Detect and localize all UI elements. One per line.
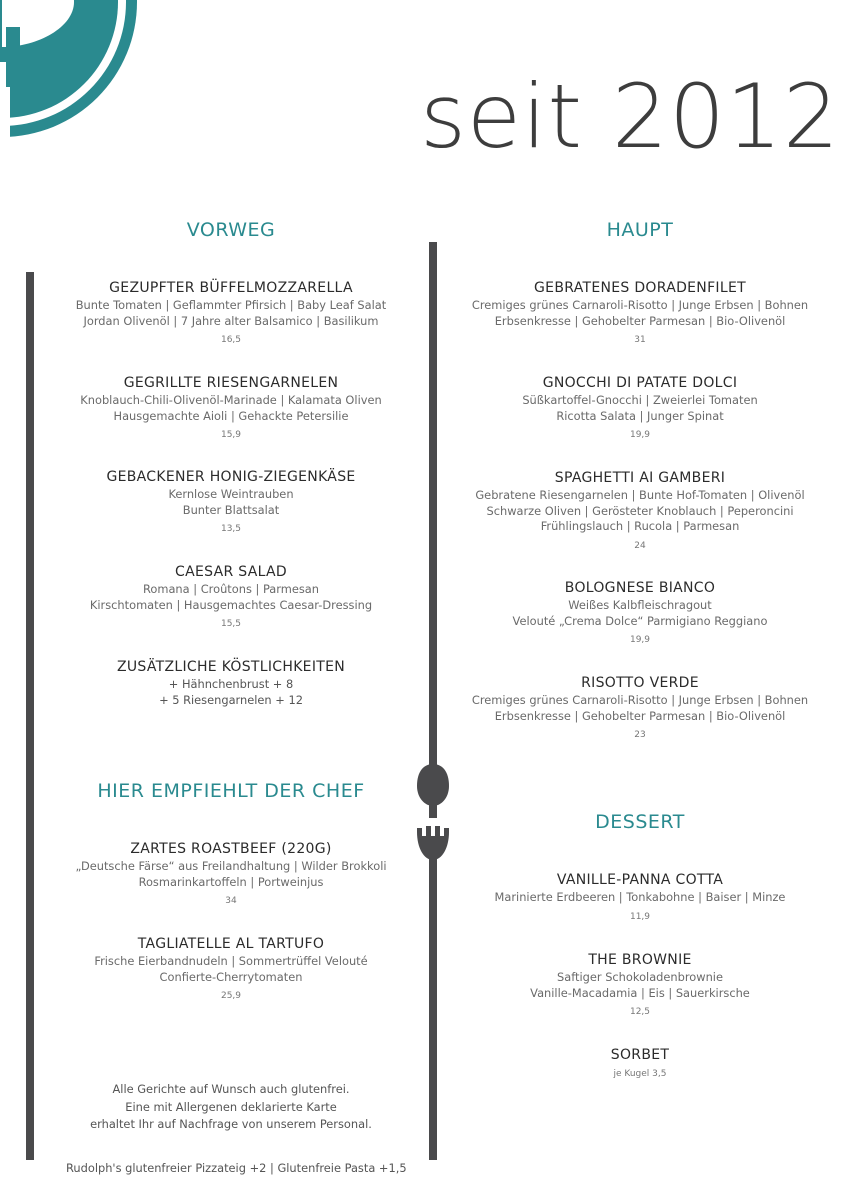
item-price: 15,5 — [220, 619, 242, 629]
menu-item — [436, 468, 844, 552]
item-name: CAESAR SALAD — [175, 564, 287, 580]
item-desc: Kernlose Weintrauben — [168, 487, 294, 501]
item-desc: Bunter Blattsalat — [182, 502, 280, 517]
item-desc: Cremiges grünes Carnaroli-Risotto | Junge Erbsen | Bohnen — [471, 693, 809, 707]
item-name: TAGLIATELLE AL TARTUFO — [137, 936, 325, 952]
item-name: GEBRATENES DORADENFILET — [534, 280, 746, 296]
notice-line: Eine mit Allergenen deklarierte Karte — [125, 1099, 337, 1114]
item-desc: Cremiges grünes Carnaroli-Risotto | Junge Erbsen | Bohnen — [471, 298, 809, 312]
item-price: 19,9 — [629, 635, 651, 645]
extras-line: + Hähnchenbrust + 8 — [168, 677, 294, 691]
item-price: 24 — [634, 540, 646, 551]
item-desc: Frühlingslauch | Rucola | Parmesan — [540, 519, 740, 533]
item-desc: Gebratene Riesengarnelen | Bunte Hof-Tomaten | Olivenöl — [475, 488, 805, 502]
item-desc: Frische Eierbandnudeln | Sommertrüffel Velouté — [94, 954, 368, 968]
section-title-chef: HIER EMPFIEHLT DER CHEF — [97, 780, 365, 802]
item-price: 25,9 — [220, 991, 242, 1001]
item-price: 13,5 — [220, 524, 242, 534]
extras-line: + 5 Riesengarnelen + 12 — [159, 692, 303, 707]
item-desc: Ricotta Salata | Junger Spinat — [556, 408, 724, 423]
item-desc: Romana | Croûtons | Parmesan — [142, 582, 320, 596]
notice-line: erhaltet Ihr auf Nachfrage von unserem Personal. — [90, 1117, 372, 1131]
item-desc: Weißes Kalbfleischragout — [568, 598, 712, 612]
menu-item — [30, 373, 432, 441]
section-title-dessert: DESSERT — [595, 811, 685, 833]
item-name: VANILLE-PANNA COTTA — [556, 872, 724, 888]
item-desc: Bunte Tomaten | Geflammter Pfirsich | Baby Leaf Salat — [75, 298, 387, 312]
item-name: BOLOGNESE BIANCO — [564, 580, 716, 596]
item-name: ZARTES ROASTBEEF (220G) — [130, 841, 332, 857]
menu-item — [436, 373, 844, 441]
item-price: 16,5 — [220, 335, 242, 345]
section-title-haupt: HAUPT — [606, 219, 674, 241]
item-desc: „Deutsche Färse“ aus Freilandhaltung | Wilder Brokkoli — [75, 859, 387, 873]
item-price: 11,9 — [629, 911, 651, 922]
allergen-notice — [30, 1081, 432, 1134]
item-name: SORBET — [610, 1047, 670, 1063]
menu-item — [436, 1045, 844, 1080]
item-price: 15,9 — [220, 430, 242, 440]
item-desc: Knoblauch-Chili-Olivenöl-Marinade | Kalamata Oliven — [80, 393, 382, 407]
item-name: THE BROWNIE — [588, 952, 692, 968]
item-price: 19,9 — [629, 430, 651, 440]
menu-item — [436, 870, 844, 923]
menu-item — [30, 839, 432, 907]
item-desc: Marinierte Erdbeeren | Tonkabohne | Baiser | Minze — [494, 890, 786, 904]
item-price: 31 — [634, 335, 646, 345]
item-price: 12,5 — [629, 1007, 651, 1017]
item-desc: Schwarze Oliven | Gerösteter Knoblauch | Peperoncini — [486, 503, 794, 518]
menu-item — [30, 278, 432, 346]
item-desc: Vanille-Macadamia | Eis | Sauerkirsche — [530, 985, 750, 1000]
item-name: RISOTTO VERDE — [581, 675, 699, 691]
item-desc: Süßkartoffel-Gnocchi | Zweierlei Tomaten — [522, 393, 758, 407]
item-desc: Jordan Olivenöl | 7 Jahre alter Balsamico | Basilikum — [83, 313, 379, 328]
menu-item — [30, 934, 432, 1002]
menu-item — [436, 578, 844, 646]
extras-title: ZUSÄTZLICHE KÖSTLICHKEITEN — [116, 659, 346, 675]
extras-block — [30, 657, 432, 708]
item-price: je Kugel 3,5 — [613, 1069, 667, 1079]
item-name: GEZUPFTER BÜFFELMOZZARELLA — [109, 280, 353, 296]
section-title-vorweg: VORWEG — [186, 219, 276, 241]
item-desc: Rosmarinkartoffeln | Portweinjus — [138, 874, 324, 889]
menu-item — [30, 467, 432, 535]
footer-note: Rudolph's glutenfreier Pizzateig +2 | Glutenfreie Pasta +1,5 — [66, 1161, 407, 1175]
item-name: SPAGHETTI AI GAMBERI — [554, 470, 726, 486]
item-desc: Confierte-Cherrytomaten — [159, 969, 303, 984]
item-desc: Saftiger Schokoladenbrownie — [557, 970, 723, 984]
tagline: seit 2012 — [420, 65, 840, 168]
item-desc: Erbsenkresse | Gehobelter Parmesan | Bio-Olivenöl — [494, 313, 786, 328]
item-name: GEBACKENER HONIG-ZIEGENKÄSE — [106, 469, 356, 485]
notice-line: Alle Gerichte auf Wunsch auch glutenfrei. — [112, 1082, 350, 1096]
item-desc: Velouté „Crema Dolce“ Parmigiano Reggiano — [512, 613, 768, 628]
menu-item — [30, 562, 432, 630]
menu-item — [436, 673, 844, 741]
item-desc: Kirschtomaten | Hausgemachtes Caesar-Dressing — [89, 597, 373, 612]
item-desc: Erbsenkresse | Gehobelter Parmesan | Bio-Olivenöl — [494, 708, 786, 723]
item-name: GNOCCHI DI PATATE DOLCI — [542, 375, 738, 391]
menu-item — [436, 278, 844, 346]
menu-item — [436, 950, 844, 1018]
item-price: 34 — [225, 896, 237, 906]
item-name: GEGRILLTE RIESENGARNELEN — [123, 375, 339, 391]
item-price: 23 — [634, 730, 646, 740]
item-desc: Hausgemachte Aioli | Gehackte Petersilie — [113, 408, 349, 423]
